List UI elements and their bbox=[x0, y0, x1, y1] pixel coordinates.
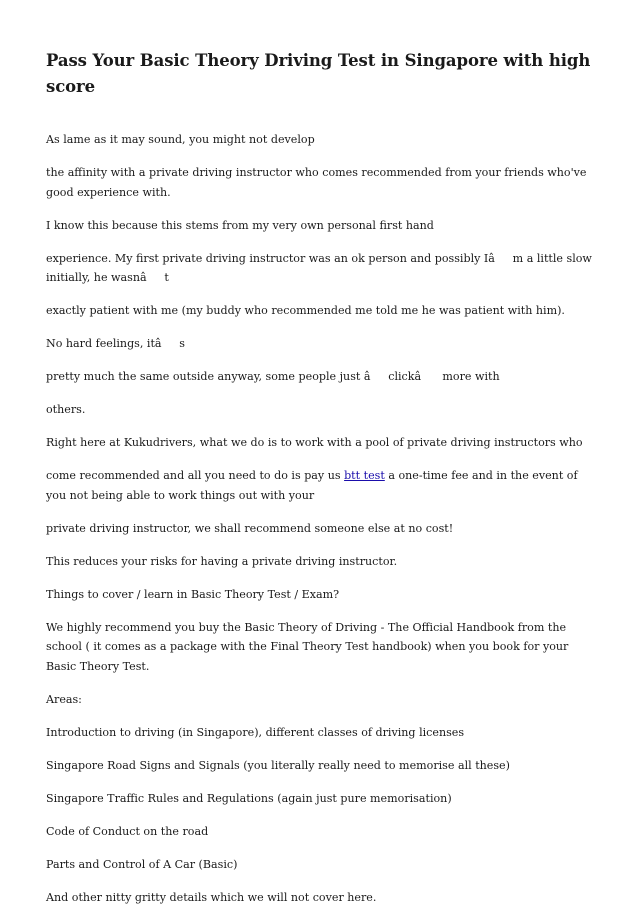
link-paragraph-after: a one-time fee and in the event of you not being able to work things out with your bbox=[46, 469, 578, 502]
paragraph: No hard feelings, itâs bbox=[46, 337, 185, 351]
link-paragraph-before: come recommended and all you need to do is pay us bbox=[46, 469, 345, 483]
paragraph: Parts and Control of A Car (Basic) bbox=[46, 857, 238, 871]
paragraph: pretty much the same outside anyway, some people just âclickâ more with bbox=[46, 370, 500, 384]
page-title: Pass Your Basic Theory Driving Test in Singapore with high score bbox=[46, 51, 591, 96]
paragraph: As lame as it may sound, you might not develop bbox=[46, 133, 315, 146]
paragraph: private driving instructor, we shall recommend someone else at no cost! bbox=[46, 521, 454, 535]
paragraph-with-link bbox=[46, 466, 592, 505]
paragraph: This reduces your risks for having a private driving instructor. bbox=[46, 554, 398, 568]
paragraph: Singapore Road Signs and Signals (you literally really need to memorise all these) bbox=[46, 758, 510, 772]
paragraph: Introduction to driving (in Singapore), different classes of driving licenses bbox=[46, 725, 465, 739]
paragraph: experience. My first private driving instructor was an ok person and possibly Iâm a little slow initially, he wasnât bbox=[46, 251, 592, 285]
paragraph: We highly recommend you buy the Basic Theory of Driving - The Official Handbook from the school ( it comes as a package with the Final Theory Test handbook) when you book for your Basic Theory Test. bbox=[46, 620, 569, 673]
paragraph: Code of Conduct on the road bbox=[46, 824, 209, 838]
paragraph: Singapore Traffic Rules and Regulations (again just pure memorisation) bbox=[46, 791, 452, 805]
paragraph: Areas: bbox=[46, 692, 82, 706]
paragraph: others. bbox=[46, 403, 86, 417]
paragraph: the affinity with a private driving instructor who comes recommended from your friends who've good experience with. bbox=[46, 165, 587, 199]
paragraph: I know this because this stems from my very own personal first hand bbox=[46, 218, 434, 232]
btt-test-link[interactable]: btt test bbox=[344, 469, 385, 483]
paragraph: exactly patient with me (my buddy who recommended me told me he was patient with him). bbox=[46, 304, 565, 318]
paragraph: And other nitty gritty details which we will not cover here. bbox=[46, 890, 377, 904]
paragraph: Right here at Kukudrivers, what we do is to work with a pool of private driving instructors who bbox=[46, 436, 583, 450]
paragraph: Things to cover / learn in Basic Theory Test / Exam? bbox=[46, 587, 340, 601]
